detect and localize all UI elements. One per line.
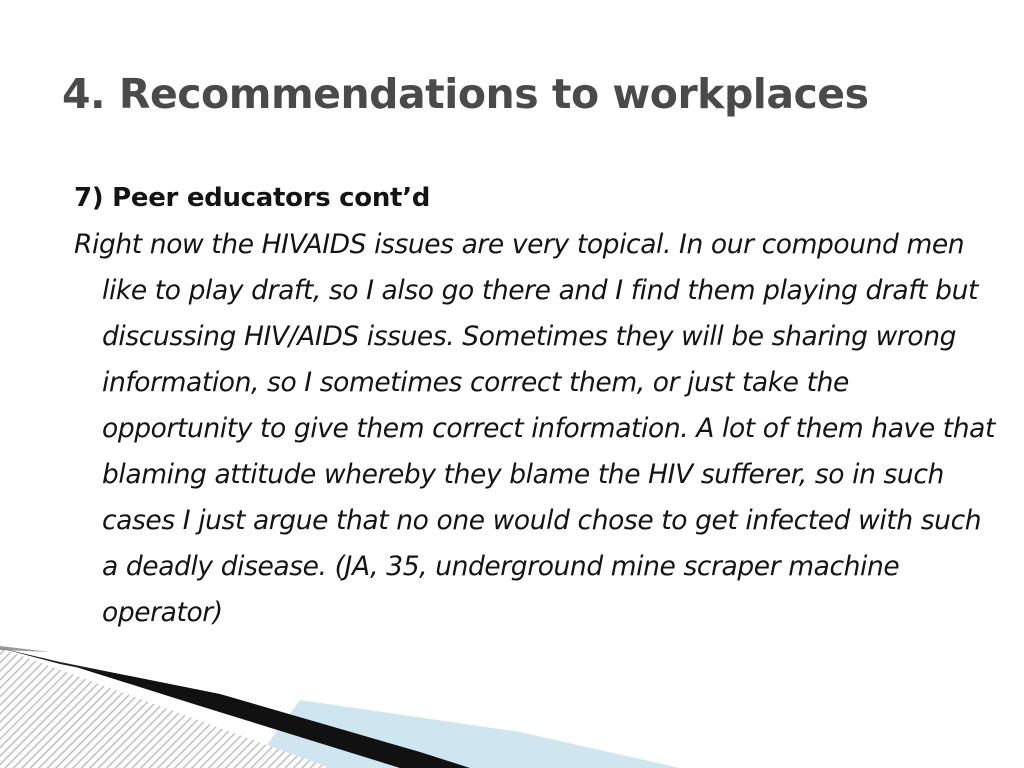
- section-subheading: 7) Peer educators cont’d: [74, 183, 431, 213]
- gray-edge: [0, 646, 50, 652]
- light-blue-swoosh: [250, 700, 680, 768]
- dark-swoosh: [60, 662, 470, 768]
- slide-title: 4. Recommendations to workplaces: [62, 70, 869, 118]
- hatched-wedge: [0, 648, 330, 768]
- slide-body: [74, 180, 1004, 636]
- dark-thin-line: [0, 648, 120, 676]
- participant-quote: Right now the HIVAIDS issues are very topical. In our compound men like to play draft, so I also go there and I find them playing draft but discussing HIV/AIDS issues. Sometimes they will be sharing wrong information, so I sometimes correct them, or just take the opportunity to give them correct information. A lot of them have that blaming attitude whereby they blame the HIV sufferer, so in such cases I just argue that no one would chose to get infected with such a deadly disease. (JA, 35, underground mine scraper machine operator): [74, 229, 995, 628]
